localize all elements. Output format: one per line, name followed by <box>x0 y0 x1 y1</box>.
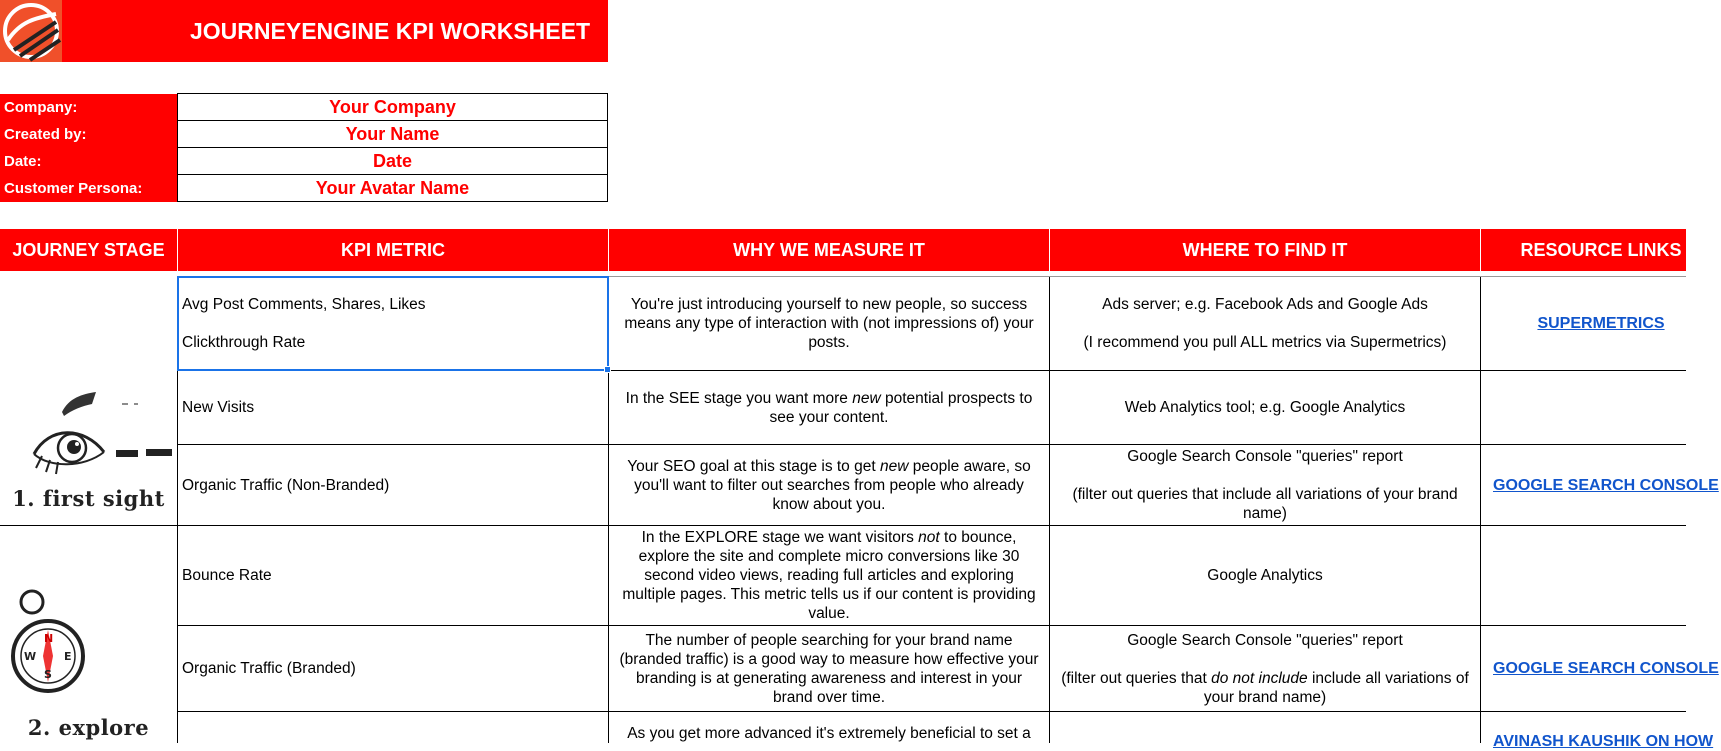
where-cell[interactable] <box>1050 526 1480 625</box>
why-text: The number of people searching for your brand name (branded traffic) is a good way to measure how effective your branding is at generating awareness and interest in your brand over time. <box>619 631 1039 706</box>
kpi-metric-cell[interactable] <box>178 626 608 711</box>
why-cell[interactable] <box>609 724 1049 744</box>
resource-cell[interactable] <box>1481 445 1721 525</box>
why-cell[interactable] <box>609 277 1049 370</box>
header-why: WHY WE MEASURE IT <box>733 240 925 260</box>
eye-icon <box>4 356 174 486</box>
supermetrics-link[interactable]: SUPERMETRICS <box>1537 315 1665 332</box>
kpi-metric-line: Avg Post Comments, Shares, Likes <box>182 296 426 313</box>
kpi-metric-line: Clickthrough Rate <box>182 334 306 351</box>
grid-line <box>177 711 1686 712</box>
date-label: Date: <box>0 148 177 175</box>
date-value[interactable]: Date <box>177 147 608 175</box>
stage-explore-label-wrap <box>0 712 177 743</box>
why-cell[interactable] <box>609 526 1049 625</box>
worksheet-title: JOURNEYENGINE KPI WORKSHEET <box>190 18 590 44</box>
stage-explore <box>0 526 177 743</box>
svg-text:W: W <box>23 650 36 663</box>
stage-explore-label: 2. explore <box>27 715 150 740</box>
stage-first-sight <box>0 277 177 525</box>
where-text: include all variations of your brand name) <box>1203 669 1469 706</box>
kpi-metric-text: Organic Traffic (Branded) <box>182 660 356 677</box>
where-cell[interactable] <box>1050 277 1480 370</box>
why-text: As you get more advanced it's extremely beneficial to set a <box>627 725 1031 742</box>
where-cell[interactable] <box>1050 626 1480 711</box>
why-text: potential prospects to see your content. <box>769 389 1033 426</box>
stage-first-sight-label: 1. first sight <box>12 486 165 511</box>
where-line: (filter out queries that include all variations of your brand name) <box>1072 486 1458 522</box>
logo-icon <box>0 0 62 62</box>
compass-icon <box>4 586 84 696</box>
why-text: In the EXPLORE stage we want visitors <box>641 529 919 546</box>
where-line: Google Search Console "queries" report <box>1127 448 1403 465</box>
avinash-kaushik-link[interactable]: AVINASH KAUSHIK ON HOW <box>1493 733 1714 750</box>
why-cell[interactable] <box>609 626 1049 711</box>
kpi-metric-cell[interactable] <box>178 526 608 625</box>
persona-value[interactable]: Your Avatar Name <box>177 174 608 202</box>
why-text: to bounce, explore the site and complete micro conversions like 30 second video views, reading full articles and exploring multiple pages. This metric tells us if our content is providing value. <box>622 529 1036 622</box>
where-line: (I recommend you pull ALL metrics via Supermetrics) <box>1083 334 1447 351</box>
kpi-metric-cell[interactable] <box>178 445 608 525</box>
where-emphasis: do not include <box>1211 669 1308 687</box>
why-emphasis: not <box>918 529 940 546</box>
why-text: people aware, so you'll want to filter out searches from people who already know about you. <box>634 457 1031 513</box>
kpi-metric-text: Bounce Rate <box>182 567 272 584</box>
where-text: Web Analytics tool; e.g. Google Analytics <box>1124 399 1406 416</box>
resource-cell[interactable] <box>1481 626 1721 711</box>
where-line: Ads server; e.g. Facebook Ads and Google Ads <box>1102 296 1428 313</box>
company-value[interactable]: Your Company <box>177 93 608 121</box>
svg-text:N: N <box>43 632 53 645</box>
where-text: Google Analytics <box>1207 567 1323 584</box>
google-search-console-link[interactable]: GOOGLE SEARCH CONSOLE <box>1493 660 1719 677</box>
why-emphasis: new <box>879 457 909 475</box>
where-text: (filter out queries that <box>1061 669 1212 687</box>
company-label: Company: <box>0 94 177 121</box>
why-emphasis: new <box>852 389 881 407</box>
header-journey-stage: JOURNEY STAGE <box>12 240 165 260</box>
why-text: In the SEE stage you want more <box>625 389 853 407</box>
resource-cell[interactable] <box>1493 733 1714 750</box>
why-cell[interactable] <box>609 445 1049 525</box>
created-by-value[interactable]: Your Name <box>177 120 608 148</box>
where-cell[interactable] <box>1050 445 1480 525</box>
kpi-metric-cell[interactable] <box>177 276 609 371</box>
svg-text:E: E <box>63 650 72 663</box>
persona-label: Customer Persona: <box>0 175 177 202</box>
where-line: Google Search Console "queries" report <box>1127 631 1403 649</box>
where-cell[interactable] <box>1050 371 1480 444</box>
header-where: WHERE TO FIND IT <box>1182 240 1348 260</box>
why-text: Your SEO goal at this stage is to get <box>627 457 880 475</box>
journeyengine-logo <box>0 0 62 62</box>
created-by-label: Created by: <box>0 121 177 148</box>
header-resource-links: RESOURCE LINKS <box>1520 240 1682 260</box>
resource-cell[interactable] <box>1481 277 1721 370</box>
header-kpi-metric: KPI METRIC <box>340 240 445 260</box>
why-text: You're just introducing yourself to new people, so success means any type of interaction with (not impressions of) your posts. <box>624 296 1034 351</box>
kpi-metric-text: New Visits <box>182 399 255 416</box>
why-cell[interactable] <box>609 371 1049 444</box>
google-search-console-link[interactable]: GOOGLE SEARCH CONSOLE <box>1493 476 1719 494</box>
kpi-metric-text: Organic Traffic (Non-Branded) <box>182 476 390 494</box>
kpi-metric-cell[interactable] <box>178 371 608 444</box>
svg-text:S: S <box>43 668 52 681</box>
